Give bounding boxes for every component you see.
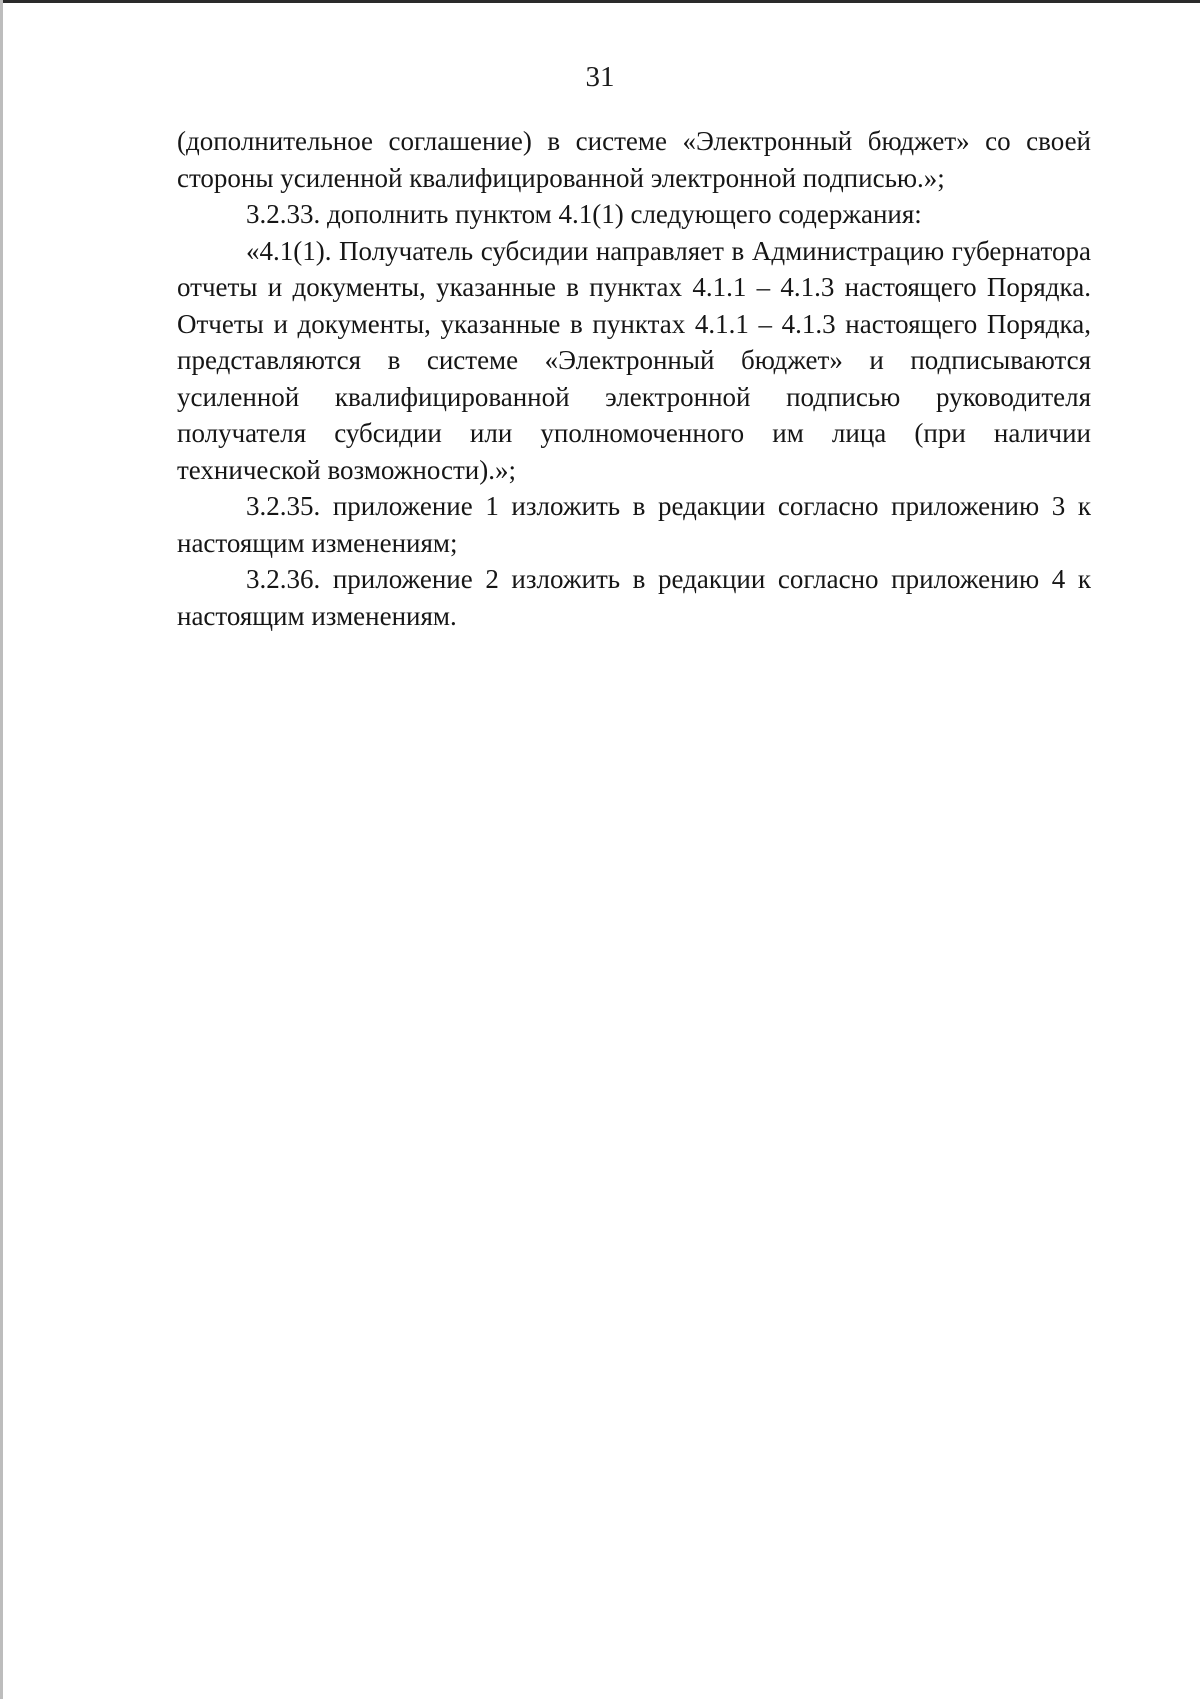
document-body: [177, 123, 1091, 634]
scan-edge-left: [0, 0, 3, 1699]
paragraph-quoted-4-1-1: «4.1(1). Получатель субсидии направляет в Администрацию губернатора отчеты и документы, указанные в пунктах 4.1.1 – 4.1.3 настоящего Порядка. Отчеты и документы, указанные в пунктах 4.1.1 – 4.1.3 настоящего Порядка, представляются в системе «Электронный бюджет» и подписываются усиленной квалифицированной электронной подписью руководителя получателя субсидии или уполномоченного им лица (при наличии технической возможности).»;: [177, 235, 1091, 485]
paragraph-continuation: (дополнительное соглашение) в системе «Электронный бюджет» со своей стороны усиленной квалифицированной электронной подписью.»;: [177, 126, 1091, 193]
paragraph-item-3-2-35: 3.2.35. приложение 1 изложить в редакции согласно приложению 3 к настоящим изменениям;: [177, 491, 1091, 558]
page-number: 31: [585, 61, 615, 93]
paragraph-item-3-2-36: 3.2.36. приложение 2 изложить в редакции согласно приложению 4 к настоящим изменениям.: [177, 564, 1091, 631]
scan-edge-top: [0, 0, 1200, 3]
paragraph-item-3-2-33: 3.2.33. дополнить пунктом 4.1(1) следующего содержания:: [246, 199, 922, 229]
